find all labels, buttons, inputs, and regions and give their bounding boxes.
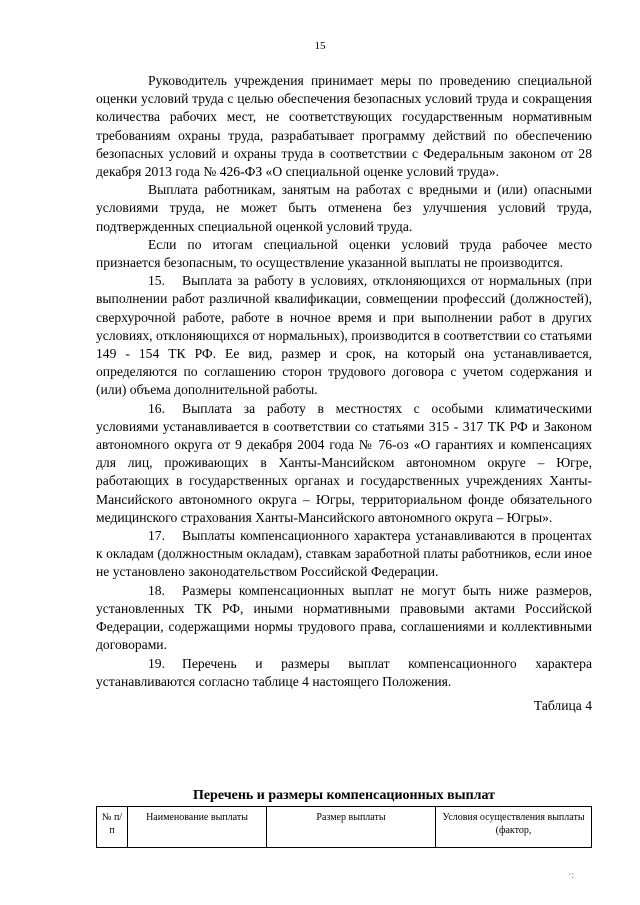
paragraph-17 [96,527,592,582]
paragraph-19 [96,655,592,691]
paragraph-text: Если по итогам специальной оценки условий труда рабочее место признается безопасным, то осуществление указанной выплаты не производится. [96,236,592,271]
paragraph-text: Выплата за работу в условиях, отклоняющихся от нормальных (при выполнении работ различной квалификации, совмещении профессий (должностей), сверхурочной работе, работе в ночное время и при выполнении работ в других условиях, отклоняющихся от нормальных), производится в соответствии со статьями 149 - 154 ТК РФ. Ее вид, размер и срок, на который она устанавливается, определяются по соглашению сторон трудового договора с учетом содержания и (или) объема дополнительной работы. [96,273,592,398]
paragraph [96,181,592,236]
paragraph [96,236,592,272]
paragraph-text: Выплата работникам, занятым на работах с вредными и (или) опасными условиями труда, не может быть отменена без улучшения условий труда, подтвержденных специальной оценкой условий труда. [96,182,592,234]
header-number: № п/п [97,807,128,848]
table-title: Перечень и размеры компенсационных выплат [192,788,496,803]
body-text [96,72,592,715]
paragraph-text: Выплата за работу в местностях с особыми климатическими условиями устанавливается в соответствии со статьями 315 - 317 ТК РФ и Законом автономного округа от 9 декабря 2004 года № 76-оз «О гарантиях и компенсациях для лиц, проживающих в Ханты-Мансийском автономном округе – Югре, работающих в государственных органах и государственных учреждениях Ханты-Мансийского автономного округа – Югры, территориальном фонде обязательного медицинского страхования Ханты-Мансийского автономного округа – Югры». [96,400,592,525]
compensation-table [96,806,592,848]
table-header-row [97,807,592,848]
scan-mark: ·: [568,870,575,881]
header-payment-name: Наименование выплаты [128,807,267,848]
table-label: Таблица 4 [533,697,592,713]
paragraph-number: 16. [148,400,165,416]
paragraph-18 [96,582,592,655]
paragraph-text: Руководитель учреждения принимает меры по проведению специальной оценки условий труда с целью обеспечения безопасных условий труда и сокращения количества рабочих мест, не соответствующих государственным нормативным требованиям охраны труда, разрабатывает программу действий по обеспечению безопасных условий и охраны труда в соответствии с Федеральным законом от 28 декабря 2013 года № 426-ФЗ «О специальной оценке условий труда». [96,73,592,180]
header-payment-size: Размер выплаты [267,807,436,848]
page-number: 15 [314,40,326,52]
header-payment-conditions: Условия осуществления выплаты (фактор, [436,807,592,848]
paragraph-number: 15. [148,273,165,289]
paragraph-text: Выплаты компенсационного характера устанавливаются в процентах к окладам (должностным окладам), ставкам заработной платы работников, если иное не установлено законодательством Российской Федерации. [96,528,592,580]
paragraph-number: 18. [148,582,165,598]
paragraph-text: Размеры компенсационных выплат не могут быть ниже размеров, установленных ТК РФ, иными нормативными правовыми актами Российской Федерации, содержащими нормы трудового права, соглашениями и коллективными договорами. [96,582,592,653]
paragraph-number: 19. [148,655,165,671]
paragraph [96,72,592,181]
paragraph-text: Перечень и размеры выплат компенсационного характера устанавливаются согласно таблице 4 настоящего Положения. [96,655,592,689]
paragraph-16 [96,400,592,527]
paragraph-15 [96,272,592,399]
paragraph-number: 17. [148,528,165,544]
